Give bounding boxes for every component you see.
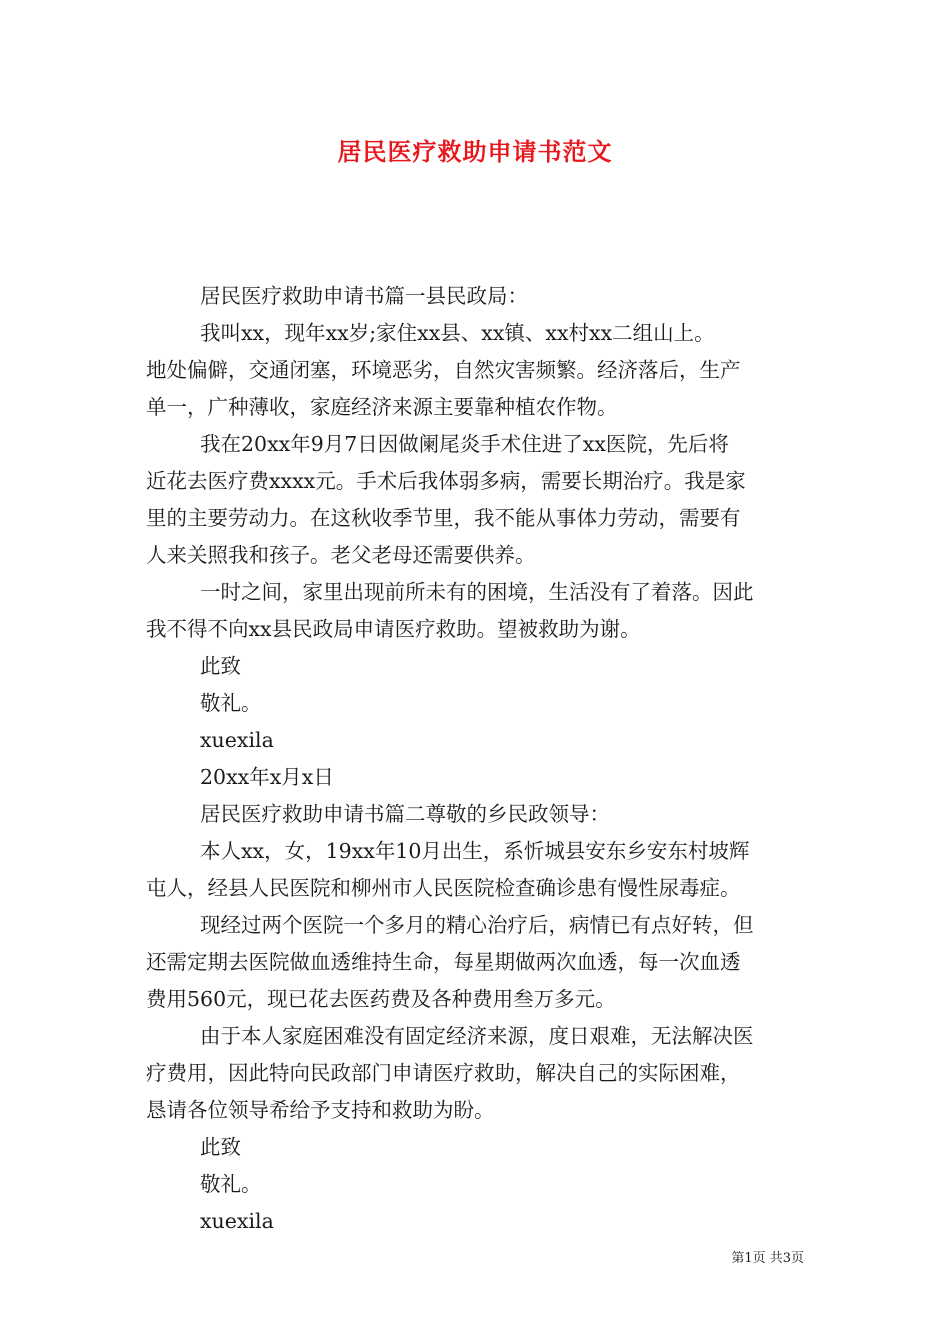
paragraph (146, 759, 810, 796)
text-line: 费用560元，现已花去医药费及各种费用叁万多元。 (146, 987, 616, 1011)
text-line: 单一，广种薄收，家庭经济来源主要靠种植农作物。 (146, 395, 618, 419)
text-line: 还需定期去医院做血透维持生命，每星期做两次血透，每一次血透 (146, 950, 741, 974)
paragraph (146, 685, 810, 722)
text-line: 地处偏僻，交通闭塞，环境恶劣，自然灾害频繁。经济落后，生产 (146, 358, 741, 382)
paragraph (146, 1018, 810, 1129)
text-line: 现经过两个医院一个多月的精心治疗后，病情已有点好转，但 (200, 913, 754, 937)
text-line: 本人xx，女，19xx年10月出生，系忻城县安东乡安东村坡辉 (200, 839, 750, 863)
paragraph (146, 574, 810, 648)
page-number: 第1页 共3页 (731, 1251, 804, 1266)
paragraph (146, 796, 810, 833)
text-line: 我在20xx年9月7日因做阑尾炎手术住进了xx医院，先后将 (200, 432, 729, 456)
text-line: 里的主要劳动力。在这秋收季节里，我不能从事体力劳动，需要有 (146, 506, 741, 530)
text-line: 我不得不向xx县民政局申请医疗救助。望被救助为谢。 (146, 617, 641, 641)
paragraph (146, 1129, 810, 1166)
text-line: 此致 (200, 654, 241, 678)
text-line: 人来关照我和孩子。老父老母还需要供养。 (146, 543, 536, 567)
text-line: 20xx年x月x日 (200, 765, 334, 789)
paragraph (146, 426, 810, 574)
paragraph (146, 907, 810, 1018)
text-line: 疗费用，因此特向民政部门申请医疗救助，解决自己的实际困难， (146, 1061, 741, 1085)
text-line: xuexila (200, 728, 274, 752)
document-body (146, 278, 810, 1240)
text-line: 一时之间，家里出现前所未有的困境，生活没有了着落。因此 (200, 580, 754, 604)
text-line: 由于本人家庭困难没有固定经济来源，度日艰难，无法解决医 (200, 1024, 754, 1048)
text-line: 敬礼。 (200, 1172, 262, 1196)
text-line: 近花去医疗费xxxx元。手术后我体弱多病，需要长期治疗。我是家 (146, 469, 746, 493)
text-line: 此致 (200, 1135, 241, 1159)
text-line: 居民医疗救助申请书篇一县民政局： (200, 284, 528, 308)
text-line: 恳请各位领导希给予支持和救助为盼。 (146, 1098, 495, 1122)
paragraph (146, 1166, 810, 1203)
document-title: 居民医疗救助申请书范文 (337, 137, 613, 166)
paragraph (146, 278, 810, 315)
paragraph (146, 648, 810, 685)
text-line: 敬礼。 (200, 691, 262, 715)
paragraph (146, 1203, 810, 1240)
text-line: 我叫xx，现年xx岁;家住xx县、xx镇、xx村xx二组山上。 (200, 321, 715, 345)
text-line: 居民医疗救助申请书篇二尊敬的乡民政领导： (200, 802, 610, 826)
paragraph (146, 833, 810, 907)
text-line: 屯人，经县人民医院和柳州市人民医院检查确诊患有慢性尿毒症。 (146, 876, 741, 900)
text-line: xuexila (200, 1209, 274, 1233)
paragraph (146, 315, 810, 426)
paragraph (146, 722, 810, 759)
